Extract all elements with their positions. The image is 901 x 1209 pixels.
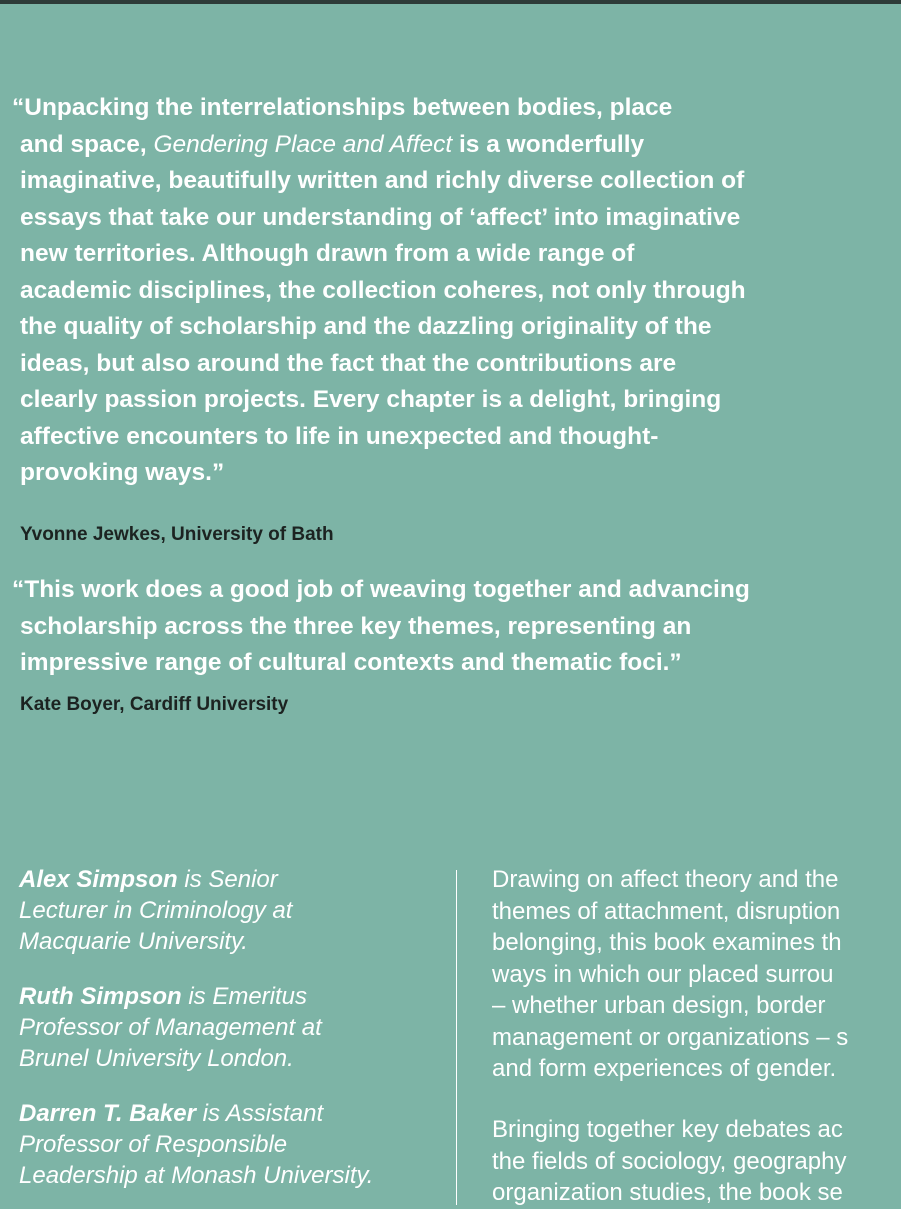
description-line: management or organizations – s [492,1023,849,1051]
quote-line: scholarship across the three key themes, representing an [20,612,692,640]
author-name: Ruth Simpson [19,983,182,1010]
quote-line: clearly passion projects. Every chapter is a delight, bringing [20,386,722,413]
quote-line: provoking ways.” [20,459,225,486]
quote-line: essays that take our understanding of ‘affect’ into imaginative [20,203,741,231]
quote-line: ideas, but also around the fact that the contributions are [20,349,677,377]
author-bio [19,864,439,957]
endorsement-quote-1 [12,90,897,492]
bio-line: Professor of Management at [19,1014,322,1041]
author-bio [19,981,439,1074]
author-name: Alex Simpson [19,866,178,893]
quote-line: new territories. Although drawn from a wide range of [20,240,635,267]
description-line: ways in which our placed surrou [492,960,834,988]
bio-text: is Assistant [195,1100,324,1127]
description-line: – whether urban design, border [492,992,826,1019]
bio-line: Brunel University London. [19,1045,294,1072]
quote-2-attribution: Kate Boyer, Cardiff University [20,694,289,715]
column-divider [456,870,457,1205]
bio-text: is Emeritus [181,983,308,1010]
quote-line: academic disciplines, the collection coheres, not only through [20,276,746,304]
bio-line: Leadership at Monash University. [19,1162,374,1189]
description-line: themes of attachment, disruption [492,897,841,925]
bio-line [19,864,439,895]
description-line: belonging, this book examines th [492,929,842,956]
book-description-paragraph-2 [492,1114,901,1209]
description-line: organization studies, the book se [492,1179,843,1206]
quote-line: imaginative, beautifully written and richly diverse collection of [20,167,745,194]
quote-line [12,127,897,164]
quote-line: affective encounters to life in unexpected and thought- [20,422,659,450]
description-line: and form experiences of gender. [492,1055,837,1082]
bio-line [19,1098,439,1129]
book-title: Gendering Place and Affect [153,130,453,158]
quote-text: is a wonderfully [452,130,645,158]
bio-line: Professor of Responsible [19,1131,288,1158]
author-name: Darren T. Baker [19,1100,196,1127]
quote-line: “This work does a good job of weaving together and advancing [12,576,750,603]
quote-line: the quality of scholarship and the dazzling originality of the [20,313,712,340]
quote-line: “Unpacking the interrelationships between bodies, place [12,94,673,121]
quote-text: and space, [20,130,154,158]
description-line: Drawing on affect theory and the [492,866,839,893]
bio-text: is Senior [177,866,278,893]
bio-line: Lecturer in Criminology at [19,897,293,924]
top-border-line [0,0,901,4]
author-bio [19,1098,439,1191]
quote-1-attribution: Yvonne Jewkes, University of Bath [20,524,334,545]
quote-line: impressive range of cultural contexts and thematic foci.” [20,649,682,676]
endorsement-quote-2 [12,572,897,682]
book-description-paragraph-1 [492,864,901,1085]
description-line: Bringing together key debates ac [492,1116,843,1143]
description-line: the fields of sociology, geography [492,1147,847,1175]
bio-line [19,981,439,1012]
bio-line: Macquarie University. [19,928,248,955]
